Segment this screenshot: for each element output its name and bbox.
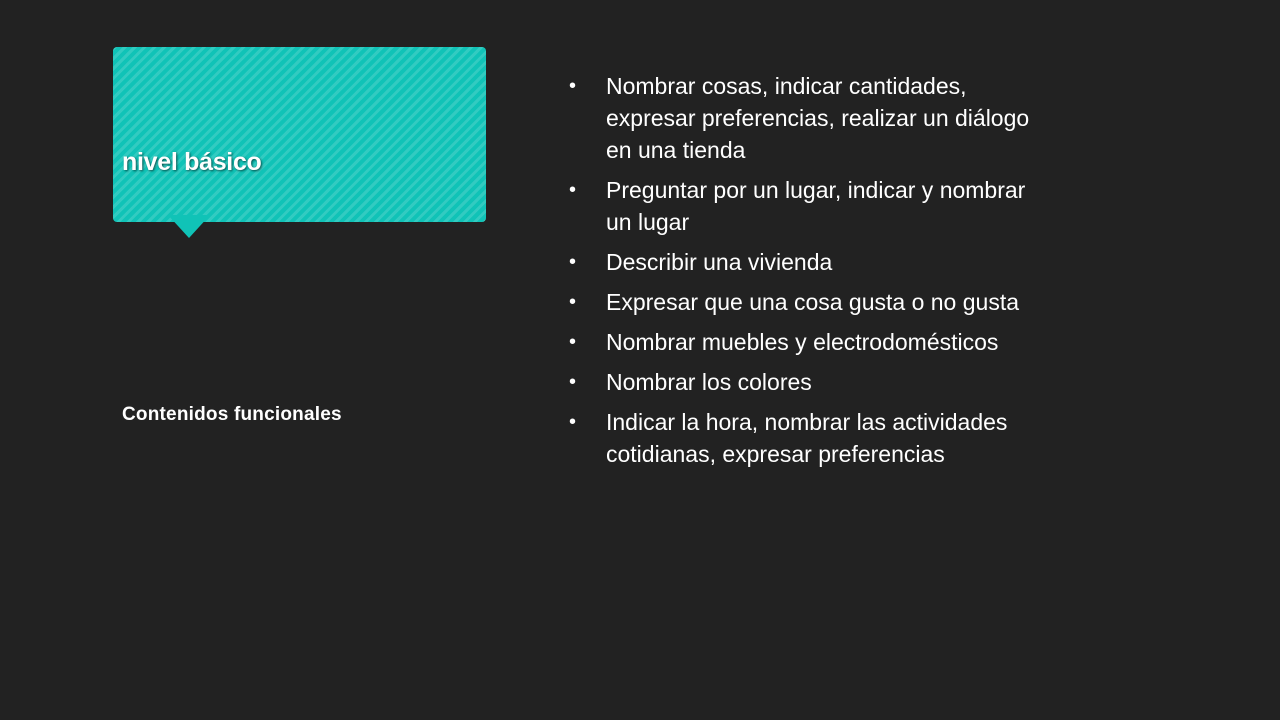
bullet-text: Nombrar muebles y electrodomésticos [606, 329, 999, 355]
bullet-icon: • [569, 291, 577, 313]
bullet-text: Expresar que una cosa gusta o no gusta [606, 289, 1020, 315]
bullet-text: Describir una vivienda [606, 249, 833, 275]
bullet-item [566, 286, 1046, 318]
bullet-icon: • [569, 251, 577, 273]
bullet-icon: • [569, 179, 577, 201]
bullet-icon: • [569, 371, 577, 393]
title-callout-box [113, 47, 486, 222]
slide-subtitle: Contenidos funcionales [122, 404, 342, 425]
slide-title: nivel básico [122, 148, 262, 176]
bullet-item [566, 246, 1046, 278]
bullet-list [566, 70, 1046, 478]
callout-pointer [168, 215, 210, 238]
bullet-icon: • [569, 75, 577, 97]
bullet-item [566, 174, 1046, 238]
bullet-text: Indicar la hora, nombrar las actividades cotidianas, expresar preferencias [606, 409, 1008, 467]
bullet-item [566, 326, 1046, 358]
bullet-text: Preguntar por un lugar, indicar y nombrar un lugar [606, 177, 1026, 235]
bullet-icon: • [569, 411, 577, 433]
bullet-text: Nombrar cosas, indicar cantidades, expresar preferencias, realizar un diálogo en una tienda [606, 73, 1030, 163]
bullet-item [566, 366, 1046, 398]
bullet-text: Nombrar los colores [606, 369, 812, 395]
bullet-item [566, 70, 1046, 166]
bullet-item [566, 406, 1046, 470]
bullet-icon: • [569, 331, 577, 353]
